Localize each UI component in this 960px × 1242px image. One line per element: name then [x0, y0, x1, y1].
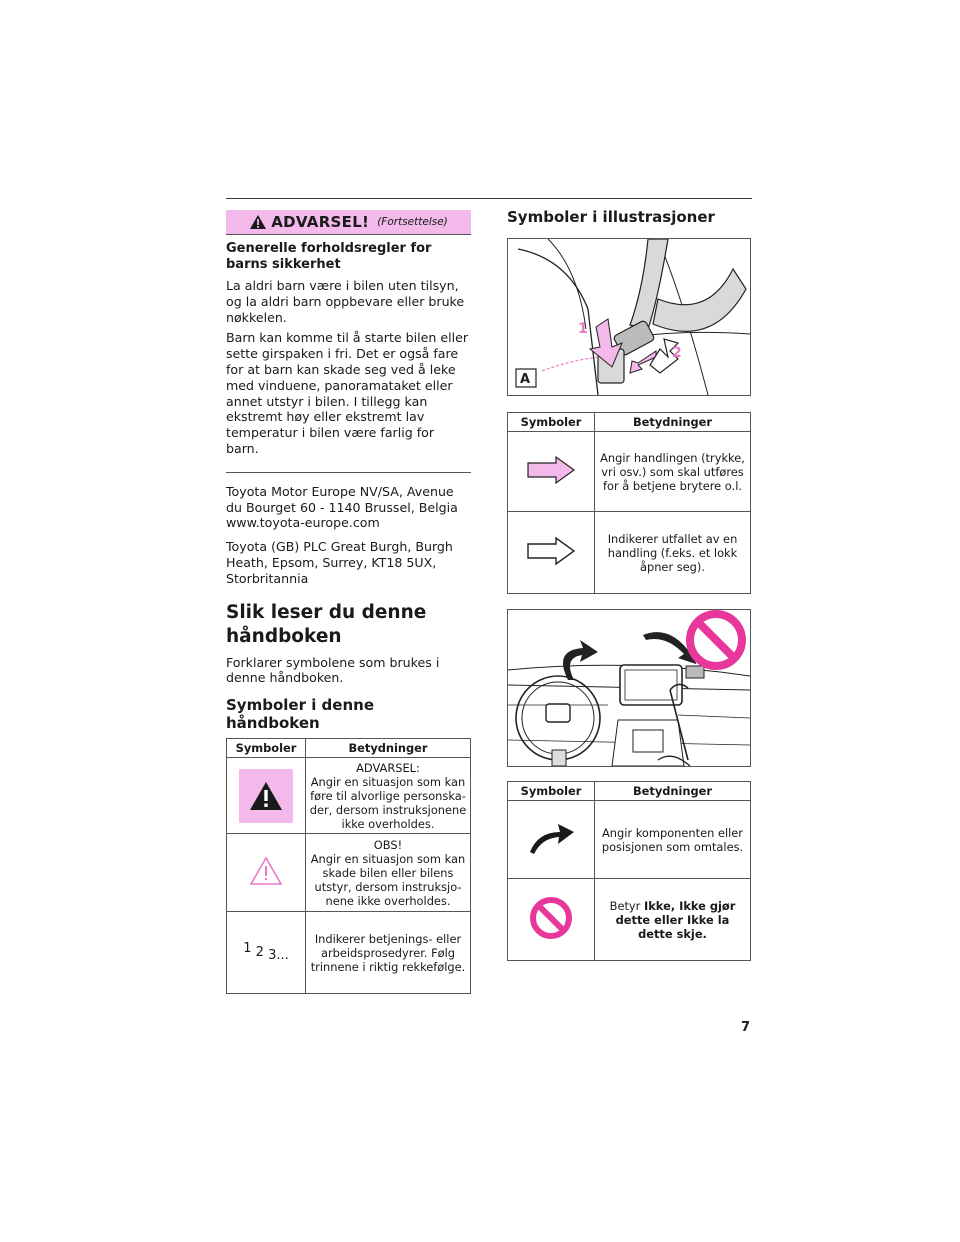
outline-arrow-icon — [526, 536, 576, 566]
table-row — [508, 801, 751, 879]
illustration-symbols-table — [507, 412, 751, 594]
table-col-meanings: Betydninger — [595, 782, 751, 801]
prohibition-icon — [528, 895, 574, 941]
table-row — [508, 879, 751, 961]
left-column — [226, 210, 471, 994]
warning-para-2: Barn kan komme til å starte bilen eller sette girspaken i fri. Det er også fare for at barn kan skade seg ved å leke med vinduene, panoramataket eller annet utstyr i bilen. I tillegg kan ekstremt høy eller ekstremt lav temperatur i bilen være farlig for barn. — [226, 330, 469, 456]
component-symbols-table — [507, 781, 751, 961]
warning-triangle-icon — [239, 769, 293, 823]
section-title: Slik leser du denne håndboken — [226, 601, 427, 647]
meaning-text: Angir en situasjon som kan skade bilen eller bilens utstyr, dersom instruksjo-nene ikke overholdes. — [310, 851, 466, 908]
table-col-meanings: Betydninger — [306, 739, 471, 758]
symbol-cell — [508, 512, 595, 594]
table-col-meanings: Betydninger — [595, 413, 751, 432]
pink-arrow-icon — [526, 455, 576, 485]
meaning-heading: ADVARSEL: — [356, 760, 420, 775]
meaning-cell: Indikerer utfallet av en handling (f.eks. et lokk åpner seg). — [595, 512, 751, 594]
meaning-bold: Ikke, Ikke gjør dette eller Ikke la dette skje. — [615, 898, 736, 941]
meaning-cell — [306, 834, 471, 912]
symbols-table — [226, 738, 471, 994]
meaning-text: Indikerer betjenings- eller arbeidsprosedyrer. Følg trinnene i riktig rekkefølge. — [310, 931, 466, 974]
address-line-2: Toyota (GB) PLC Great Burgh, Burgh Heath, Epsom, Surrey, KT18 5UX, Storbritannia — [226, 539, 453, 586]
illus-label-2: 2 — [672, 345, 682, 361]
meaning-prefix: Betyr — [609, 898, 644, 913]
curved-arrow-icon — [526, 820, 576, 856]
table-row — [227, 834, 471, 912]
table-row — [227, 912, 471, 994]
table-header-row — [227, 739, 471, 758]
meaning-cell — [306, 758, 471, 834]
seatbelt-illustration — [507, 238, 751, 396]
meaning-cell — [306, 912, 471, 994]
meaning-heading: OBS! — [373, 837, 403, 852]
table-row — [508, 432, 751, 512]
illus-label-a: A — [520, 372, 531, 387]
step-1: 1 — [243, 941, 252, 957]
symbol-cell — [508, 432, 595, 512]
dashboard-illustration — [507, 609, 751, 767]
warning-para-1: La aldri barn være i bilen uten tilsyn, og la aldri barn oppbevare eller bruke nøkkelen. — [226, 278, 465, 325]
warning-continued: (Fortsettelse) — [377, 216, 448, 228]
warning-subheading: Generelle forholdsregler for barns sikkerhet — [226, 241, 432, 272]
symbol-cell — [508, 879, 595, 961]
table-col-symbols: Symboler — [227, 739, 306, 758]
symbol-cell — [227, 834, 306, 912]
symbol-cell — [508, 801, 595, 879]
table-col-symbols: Symboler — [508, 782, 595, 801]
section-subtitle: Symboler i denne håndboken — [226, 696, 374, 733]
table-header-row — [508, 413, 751, 432]
table-row — [508, 512, 751, 594]
meaning-text: Angir en situasjon som kan føre til alvorlige personska-der, dersom instruksjonene ikke overholdes. — [309, 774, 467, 831]
illus-label-1: 1 — [578, 321, 588, 337]
step-2: 2 — [255, 945, 264, 961]
caution-triangle-icon — [249, 856, 283, 886]
page-number: 7 — [741, 1020, 751, 1035]
steps-icon — [243, 941, 289, 964]
warning-header — [226, 210, 471, 235]
meaning-cell: Angir komponenten eller posisjonen som omtales. — [595, 801, 751, 879]
illustrations-title: Symboler i illustrasjoner — [507, 208, 715, 226]
table-row — [227, 758, 471, 834]
step-3: 3... — [268, 948, 289, 964]
address-block — [226, 484, 471, 587]
meaning-cell — [595, 879, 751, 961]
warning-body — [226, 235, 471, 473]
address-line-1: Toyota Motor Europe NV/SA, Avenue du Bourget 60 - 1140 Brussel, Belgia www.toyota-europe.com — [226, 483, 458, 531]
symbol-cell — [227, 912, 306, 994]
warning-icon — [249, 214, 267, 230]
meaning-cell: Angir handlingen (trykke, vri osv.) som skal utføres for å betjene brytere o.l. — [595, 432, 751, 512]
section-intro: Forklarer symbolene som brukes i denne håndboken. — [226, 654, 440, 686]
symbol-cell — [227, 758, 306, 834]
warning-title: ADVARSEL! — [271, 213, 370, 231]
top-rule — [226, 198, 752, 199]
right-column — [507, 208, 751, 961]
table-col-symbols: Symboler — [508, 413, 595, 432]
table-header-row — [508, 782, 751, 801]
